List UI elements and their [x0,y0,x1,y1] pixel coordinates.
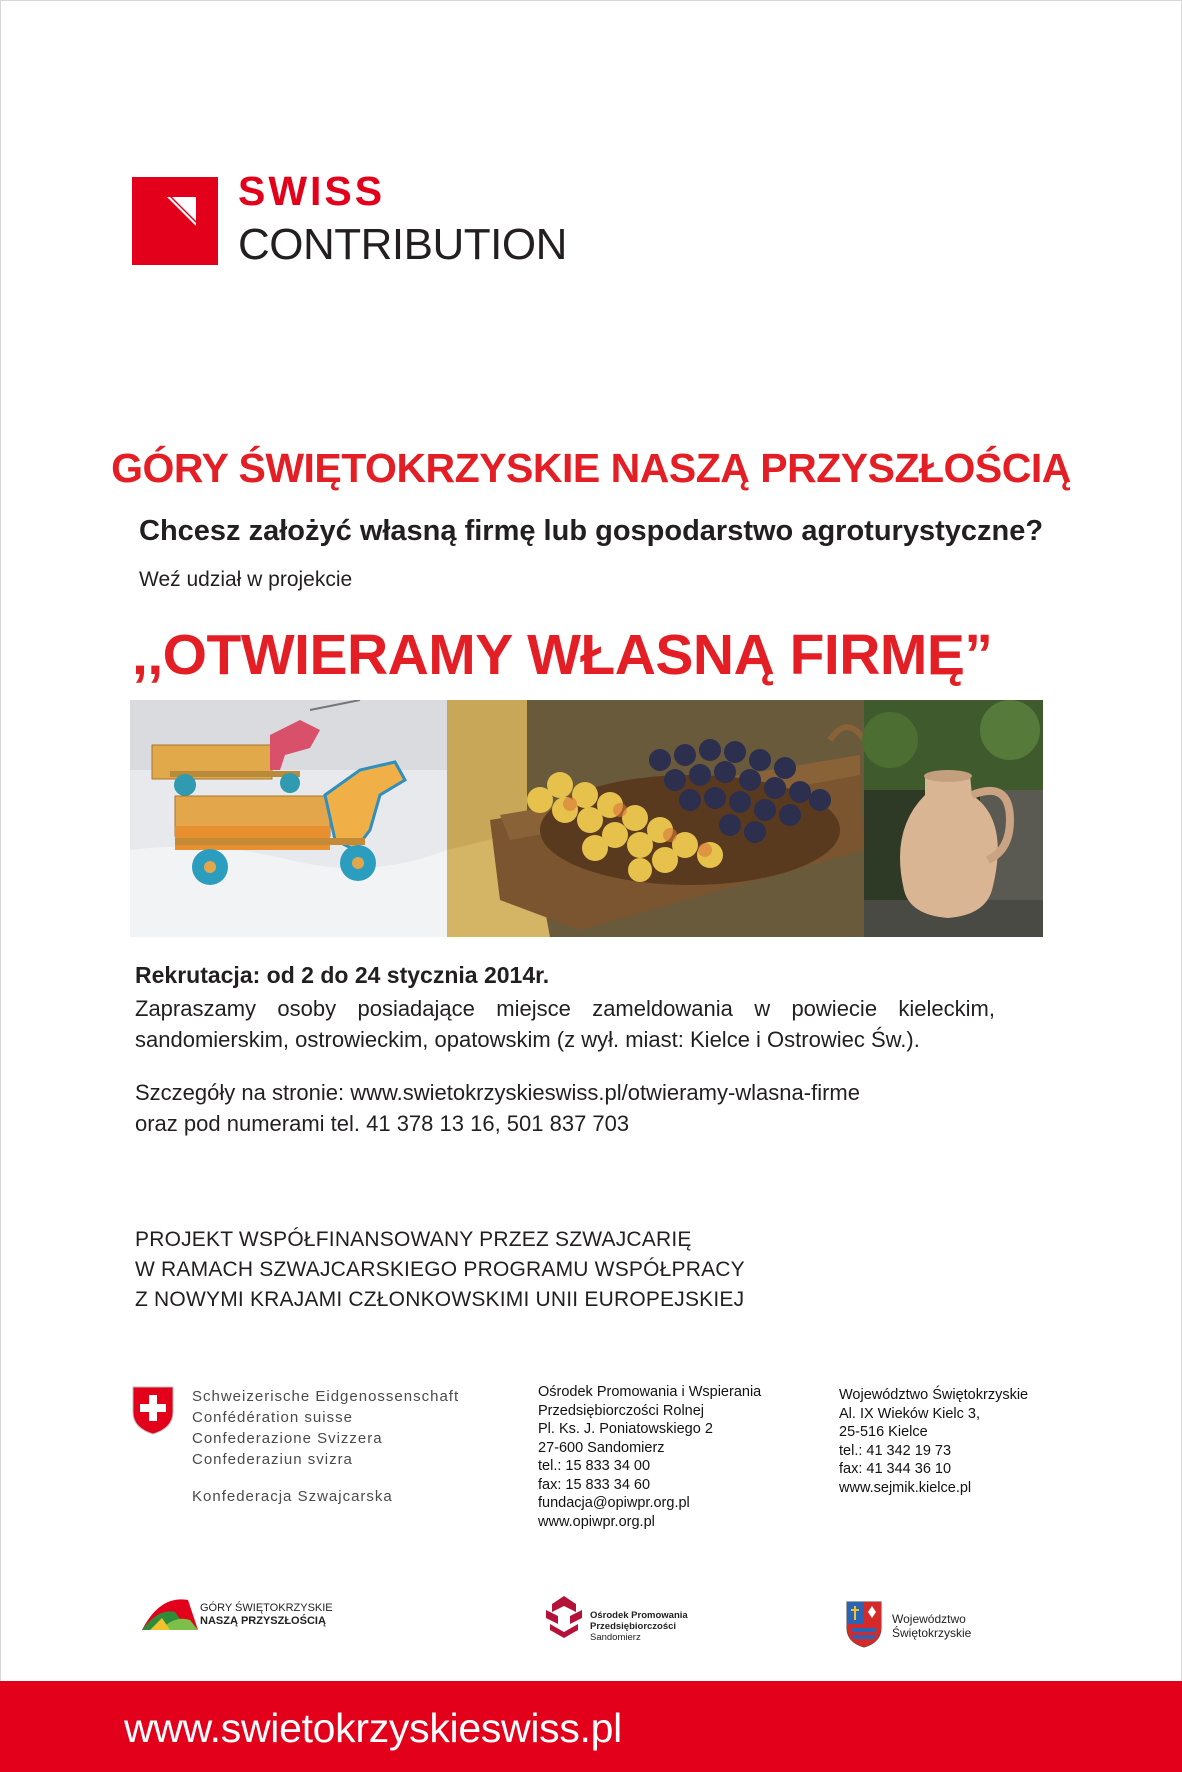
funding-line-3: Z NOWYMI KRAJAMI CZŁONKOWSKIMI UNII EUROPEJSKIEJ [135,1288,745,1311]
project-name: ,,OTWIERAMY WŁASNĄ FIRMĘ” [132,623,993,687]
swiss-coat-of-arms-icon [130,1384,176,1441]
osrodek-logo-text [590,1610,688,1643]
clay-jug-icon [862,700,1043,937]
osrodek-logo-line-1: Ośrodek Promowania [590,1610,688,1621]
toy-horse-carts-icon [130,700,447,937]
osrodek-logo-line-3: Sandomierz [590,1632,641,1643]
logo-swiss-text: SWISS [238,168,386,214]
headline: GÓRY ŚWIĘTOKRZYSKIE NASZĄ PRZYSZŁOŚCIĄ [111,445,1071,491]
wojewodztwo-logo-text [892,1612,971,1640]
confederation-line-rm: Confederaziun svizra [192,1451,353,1468]
details-url-line: Szczegóły na stronie: www.swietokrzyskieswiss.pl/otwieramy-wlasna-firme [135,1080,860,1105]
gory-logo-line-2: NASZĄ PRZYSZŁOŚCIĄ [200,1615,326,1627]
photo-strip [130,700,1043,937]
contact-line: Al. IX Wieków Kielc 3, [839,1405,981,1422]
contact-line: Województwo Świętokrzyskie [839,1387,1029,1403]
osrodek-logo-line-2: Przedsiębiorczości [590,1621,677,1632]
wojewodztwo-logo-line-2: Świętokrzyskie [892,1626,972,1640]
contact-line: 27-600 Sandomierz [538,1439,665,1456]
fruit-basket-icon [447,700,870,937]
question: Chcesz założyć własną firmę lub gospodarstwo agroturystyczne? [139,515,1044,547]
confederation-names [192,1386,459,1507]
funding-line-2: W RAMACH SZWAJCARSKIEGO PROGRAMU WSPÓŁPRACY [135,1258,745,1281]
contact-line: Ośrodek Promowania i Wspierania [538,1384,762,1400]
details-phone-line: oraz pod numerami tel. 41 378 13 16, 501 837 703 [135,1111,630,1136]
swiss-contribution-logo-mark [132,177,218,265]
gory-logo-line-1: GÓRY ŚWIĘTOKRZYSKIE [200,1602,333,1614]
contact-opiwpr [538,1383,761,1531]
osrodek-logo-icon [542,1594,586,1645]
recruitment-dates: Rekrutacja: od 2 do 24 stycznia 2014r. [135,962,550,988]
gory-swietokrzyskie-logo [140,1590,200,1637]
contact-line: fax: 41 344 36 10 [839,1461,952,1477]
confederation-line-fr: Confédération suisse [192,1409,353,1426]
contact-email[interactable]: fundacja@opiwpr.org.pl [538,1495,690,1511]
funding-statement [135,1225,745,1315]
footer-url[interactable]: www.swietokrzyskieswiss.pl [124,1705,622,1751]
contact-line: fax: 15 833 34 60 [538,1476,651,1493]
confederation-line-pl: Konfederacja Szwajcarska [192,1488,393,1505]
confederation-line-it: Confederazione Svizzera [192,1430,383,1447]
contact-line: Przedsiębiorczości Rolnej [538,1402,705,1419]
details-block [135,1077,995,1139]
contact-website[interactable]: www.opiwpr.org.pl [538,1513,655,1530]
eligibility-text: Zapraszamy osoby posiadające miejsce zameldowania w powiecie kieleckim, sandomierskim, ostrowieckim, opatowskim (z wył. miast: Kielce i Ostrowiec Św.). [135,996,995,1052]
gory-logo-text [200,1602,333,1628]
funding-line-1: PROJEKT WSPÓŁFINANSOWANY PRZEZ SZWAJCARIĘ [135,1228,692,1251]
mountains-icon [140,1590,200,1632]
contact-line: tel.: 41 342 19 73 [839,1442,952,1459]
confederation-line-de: Schweizerische Eidgenossenschaft [192,1388,460,1405]
wojewodztwo-coat-of-arms-icon [845,1600,883,1653]
contact-line: tel.: 15 833 34 00 [538,1458,651,1474]
invite-text: Weź udział w projekcie [139,568,353,591]
contact-line: 25-516 Kielce [839,1424,928,1440]
logo-contribution-text: CONTRIBUTION [238,220,567,269]
wojewodztwo-logo-line-1: Województwo [892,1612,966,1626]
contact-website[interactable]: www.sejmik.kielce.pl [839,1479,972,1496]
contact-region [839,1386,1028,1497]
contact-line: Pl. Ks. J. Poniatowskiego 2 [538,1421,713,1437]
